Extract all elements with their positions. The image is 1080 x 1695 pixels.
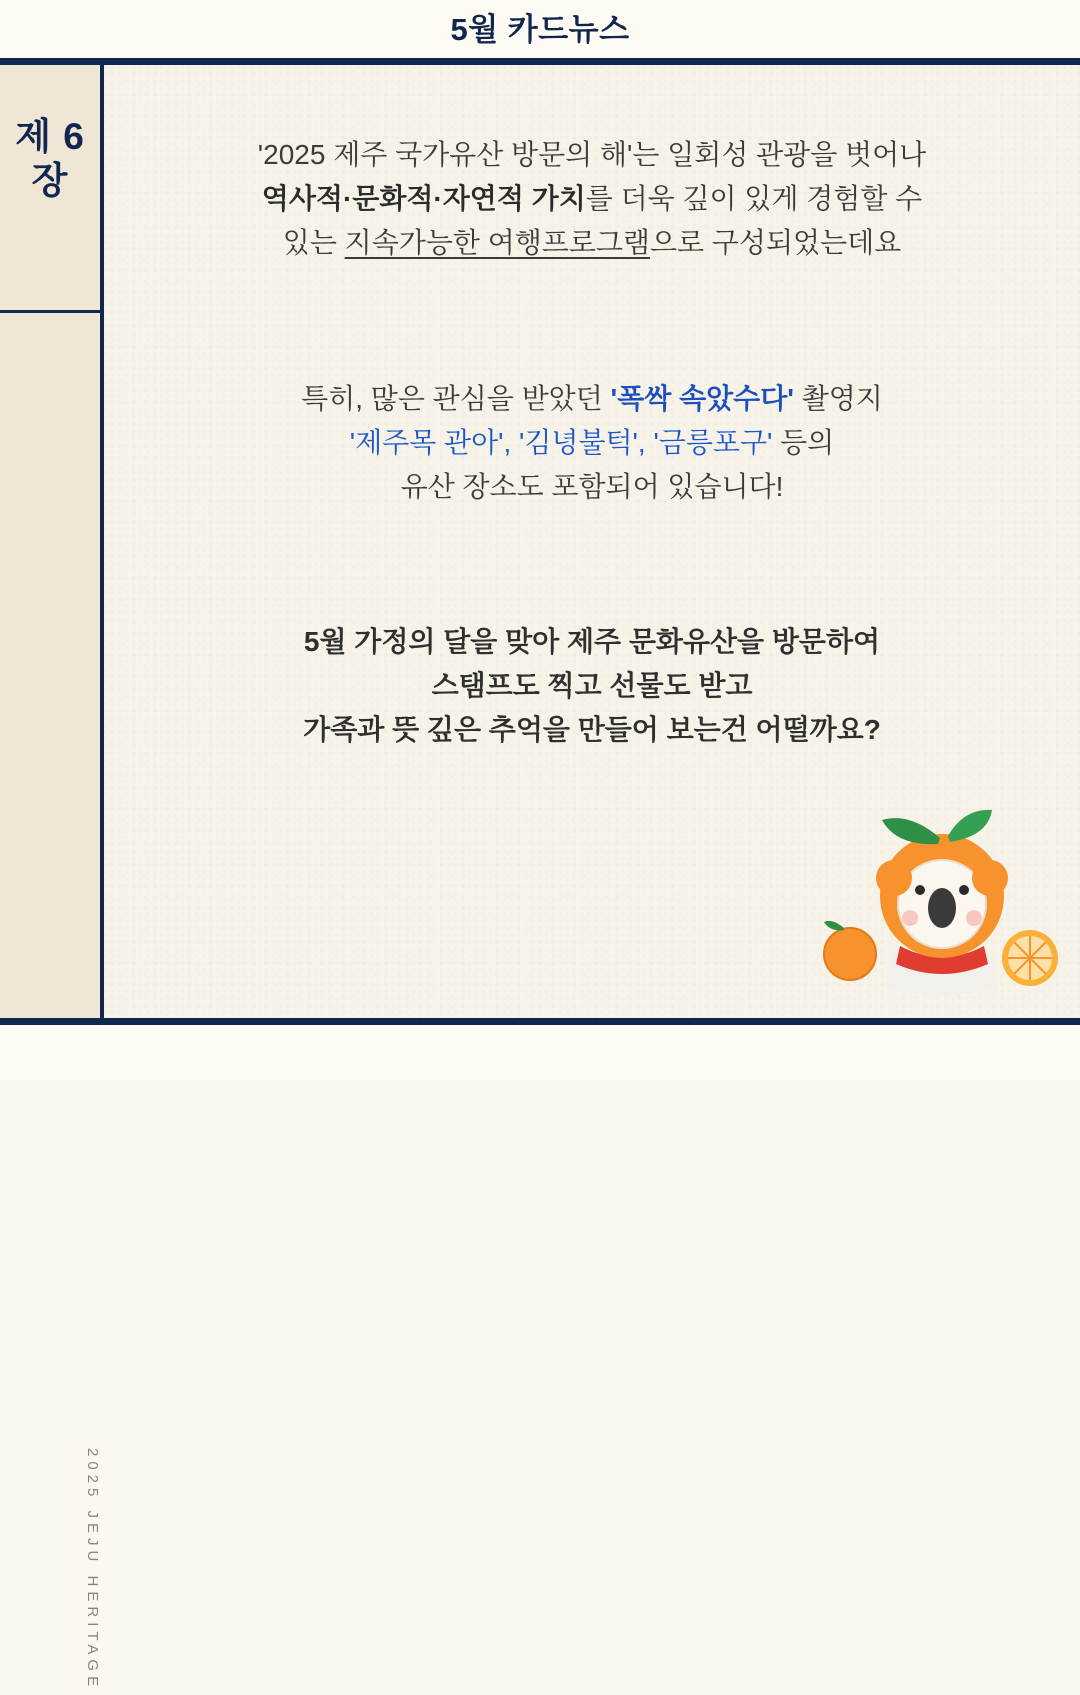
text-run: 유산 장소도 포함되어 있습니다! bbox=[400, 471, 784, 503]
footer-band bbox=[0, 1025, 1080, 1080]
paragraph-cta-line-1: 5월 가정의 달을 맞아 제주 문화유산을 방문하여 bbox=[303, 626, 881, 657]
paragraph-intro-line-2 bbox=[104, 177, 1080, 221]
text-run: 으로 구성되었는데요 bbox=[649, 227, 902, 259]
chapter-label: 제 6 장 bbox=[15, 116, 85, 201]
paragraph-intro-line-3 bbox=[104, 221, 1080, 265]
mascot-head bbox=[876, 810, 1008, 958]
page-header bbox=[0, 0, 1080, 58]
text-run: 있는 bbox=[282, 227, 345, 259]
text-run: 특히, 많은 관심을 받았던 bbox=[301, 383, 611, 414]
paragraph-filming-line-3 bbox=[104, 465, 1080, 509]
small-tangerine-left bbox=[824, 921, 876, 980]
paragraph-cta-line-2: 스탬프도 찍고 선물도 받고 bbox=[431, 670, 753, 702]
text-run: 등의 bbox=[772, 427, 835, 459]
text-run: 를 더욱 깊이 있게 경험할 수 bbox=[585, 183, 923, 215]
text-run: '2025 제주 국가유산 방문의 해'는 일회성 관광을 벗어나 bbox=[257, 139, 927, 170]
paragraph-filming-line-2 bbox=[104, 421, 1080, 465]
page-title: 5월 카드뉴스 bbox=[450, 11, 630, 47]
text-run-underline: 지속가능한 여행프로그램 bbox=[344, 227, 650, 259]
text-run-bold: 역사적·문화적·자연적 가치 bbox=[261, 183, 586, 215]
text-run: 촬영지 bbox=[793, 383, 883, 414]
brand-vertical-label: 2025 JEJU HERITAGE bbox=[84, 1448, 101, 1692]
tangerine-mascot-illustration bbox=[822, 786, 1062, 996]
paragraph-cta-line-3: 가족과 뜻 깊은 추억을 만들어 보는건 어떨까요? bbox=[303, 714, 881, 746]
sidebar-divider bbox=[0, 310, 100, 313]
text-run-place-list: '제주목 관아', '김녕불턱', '금릉포구' bbox=[349, 427, 773, 459]
paragraph-filming-line-1 bbox=[104, 377, 1080, 421]
sidebar bbox=[0, 65, 101, 1692]
paragraph-filming-sites bbox=[104, 377, 1080, 510]
header-divider bbox=[0, 58, 1080, 65]
footer-divider bbox=[0, 1018, 1080, 1025]
orange-slice-right bbox=[1002, 930, 1058, 986]
paragraph-intro bbox=[104, 133, 1080, 266]
text-run-highlight: '폭싹 속았수다' bbox=[610, 383, 794, 414]
paragraph-call-to-action bbox=[104, 620, 1080, 753]
main-content bbox=[104, 65, 1080, 1018]
paragraph-intro-line-1 bbox=[104, 133, 1080, 177]
